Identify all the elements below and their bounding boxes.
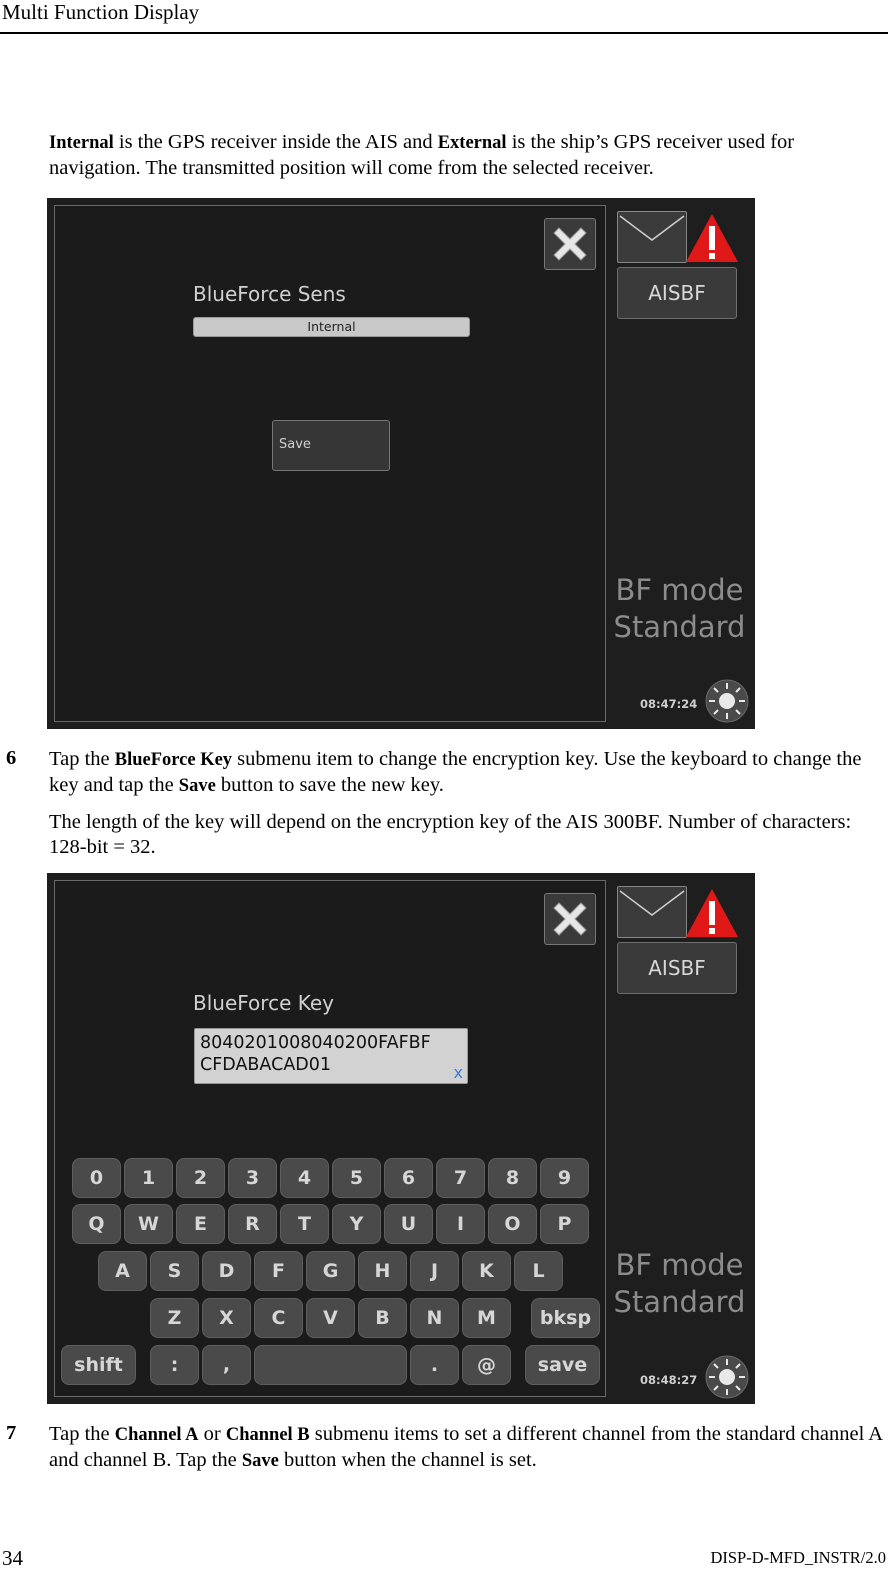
bf-mode-line2: Standard: [613, 610, 746, 644]
close-button[interactable]: [544, 218, 596, 270]
key-period[interactable]: .: [410, 1345, 459, 1385]
key-r[interactable]: R: [228, 1204, 277, 1244]
alert-icon[interactable]: [684, 887, 740, 939]
step-6-number: 6: [6, 747, 17, 769]
step-7-t1: Tap the: [49, 1423, 115, 1445]
header-title: Multi Function Display: [2, 0, 200, 24]
key-m[interactable]: M: [462, 1298, 511, 1338]
bf-mode-status: [607, 572, 752, 646]
key-3[interactable]: 3: [228, 1158, 277, 1198]
key-k[interactable]: K: [462, 1251, 511, 1291]
page-header: [0, 0, 888, 34]
alert-icon[interactable]: [684, 212, 740, 264]
key-7[interactable]: 7: [436, 1158, 485, 1198]
save-button[interactable]: Save: [272, 420, 390, 471]
clock: 08:48:27: [640, 1373, 698, 1387]
envelope-icon: [618, 212, 686, 262]
key-h[interactable]: H: [358, 1251, 407, 1291]
message-button[interactable]: [617, 211, 687, 263]
envelope-icon: [618, 887, 686, 937]
key-2[interactable]: 2: [176, 1158, 225, 1198]
document-id: DISP-D-MFD_INSTR/2.0: [710, 1548, 886, 1567]
key-comma[interactable]: ,: [202, 1345, 251, 1385]
kw-channel-a: Channel A: [114, 1425, 199, 1445]
space-key[interactable]: [254, 1345, 407, 1385]
screenshot-blueforce-sens: [47, 198, 755, 729]
key-1[interactable]: 1: [124, 1158, 173, 1198]
shift-key[interactable]: shift: [61, 1345, 136, 1385]
key-p[interactable]: P: [540, 1204, 589, 1244]
close-button[interactable]: [544, 893, 596, 945]
key-w[interactable]: W: [124, 1204, 173, 1244]
key-q[interactable]: Q: [72, 1204, 121, 1244]
intro-paragraph: [49, 130, 884, 181]
key-f[interactable]: F: [254, 1251, 303, 1291]
key-j[interactable]: J: [410, 1251, 459, 1291]
bf-mode-line1: BF mode: [615, 573, 744, 607]
key-l[interactable]: L: [514, 1251, 563, 1291]
key-line-1: 8040201008040200FAFBF: [200, 1033, 431, 1053]
kw-save: Save: [178, 776, 216, 796]
intro-text-1: is the GPS receiver inside the AIS and: [113, 131, 438, 153]
key-at[interactable]: @: [462, 1345, 511, 1385]
field-label: BlueForce Key: [193, 991, 334, 1015]
step-6-t3: button to save the new key.: [215, 774, 444, 796]
kw-internal: Internal: [49, 133, 114, 153]
screenshot-blueforce-key: [47, 873, 755, 1404]
key-o[interactable]: O: [488, 1204, 537, 1244]
key-line-2: CFDABACAD01: [200, 1055, 332, 1075]
step-7-t4: button when the channel is set.: [278, 1449, 537, 1471]
key-u[interactable]: U: [384, 1204, 433, 1244]
bf-mode-line1: BF mode: [615, 1248, 744, 1282]
key-4[interactable]: 4: [280, 1158, 329, 1198]
kw-save: Save: [241, 1451, 279, 1471]
key-colon[interactable]: :: [150, 1345, 199, 1385]
key-5[interactable]: 5: [332, 1158, 381, 1198]
key-a[interactable]: A: [98, 1251, 147, 1291]
close-icon: [545, 219, 595, 269]
key-v[interactable]: V: [306, 1298, 355, 1338]
backspace-key[interactable]: bksp: [531, 1298, 600, 1338]
key-b[interactable]: B: [358, 1298, 407, 1338]
page-number: 34: [2, 1546, 23, 1570]
main-pane: [54, 205, 606, 722]
intro-text-2: is the ship’s GPS receiver used for navigation. The transmitted position will come from the selected receiver.: [49, 131, 795, 179]
step-6-t2: submenu item to change the encryption key. Use the keyboard to change the key and tap the: [49, 748, 862, 796]
clock: 08:47:24: [640, 697, 698, 711]
aisbf-button[interactable]: AISBF: [617, 942, 737, 994]
step-7-text: [49, 1422, 884, 1474]
step-6-text: [49, 747, 884, 799]
bf-mode-line2: Standard: [613, 1285, 746, 1319]
save-key[interactable]: save: [525, 1345, 600, 1385]
kw-blueforce-key: BlueForce Key: [114, 750, 233, 770]
key-d[interactable]: D: [202, 1251, 251, 1291]
key-e[interactable]: E: [176, 1204, 225, 1244]
key-input[interactable]: [194, 1028, 468, 1084]
key-i[interactable]: I: [436, 1204, 485, 1244]
kw-channel-b: Channel B: [225, 1425, 310, 1445]
step-6-t1: Tap the: [49, 748, 115, 770]
key-8[interactable]: 8: [488, 1158, 537, 1198]
key-g[interactable]: G: [306, 1251, 355, 1291]
key-t[interactable]: T: [280, 1204, 329, 1244]
key-s[interactable]: S: [150, 1251, 199, 1291]
key-c[interactable]: C: [254, 1298, 303, 1338]
step-6-note: The length of the key will depend on the encryption key of the AIS 300BF. Number of characters: 128-bit = 32.: [49, 811, 852, 858]
kw-external: External: [437, 133, 507, 153]
brightness-icon[interactable]: [704, 678, 750, 724]
key-x[interactable]: X: [202, 1298, 251, 1338]
key-n[interactable]: N: [410, 1298, 459, 1338]
step-7-t2: or: [198, 1423, 226, 1445]
clear-icon[interactable]: x: [453, 1063, 463, 1082]
aisbf-button[interactable]: AISBF: [617, 267, 737, 319]
message-button[interactable]: [617, 886, 687, 938]
step-7-number: 7: [6, 1422, 17, 1444]
key-9[interactable]: 9: [540, 1158, 589, 1198]
key-z[interactable]: Z: [150, 1298, 199, 1338]
close-icon: [545, 894, 595, 944]
step-7-t3: submenu items to set a different channel from the standard channel A and channel B. Tap the: [49, 1423, 882, 1471]
brightness-icon[interactable]: [704, 1354, 750, 1400]
field-label: BlueForce Sens: [193, 282, 346, 306]
key-0[interactable]: 0: [72, 1158, 121, 1198]
sensor-select[interactable]: Internal: [193, 317, 470, 337]
bf-mode-status: [607, 1247, 752, 1321]
key-y[interactable]: Y: [332, 1204, 381, 1244]
key-6[interactable]: 6: [384, 1158, 433, 1198]
